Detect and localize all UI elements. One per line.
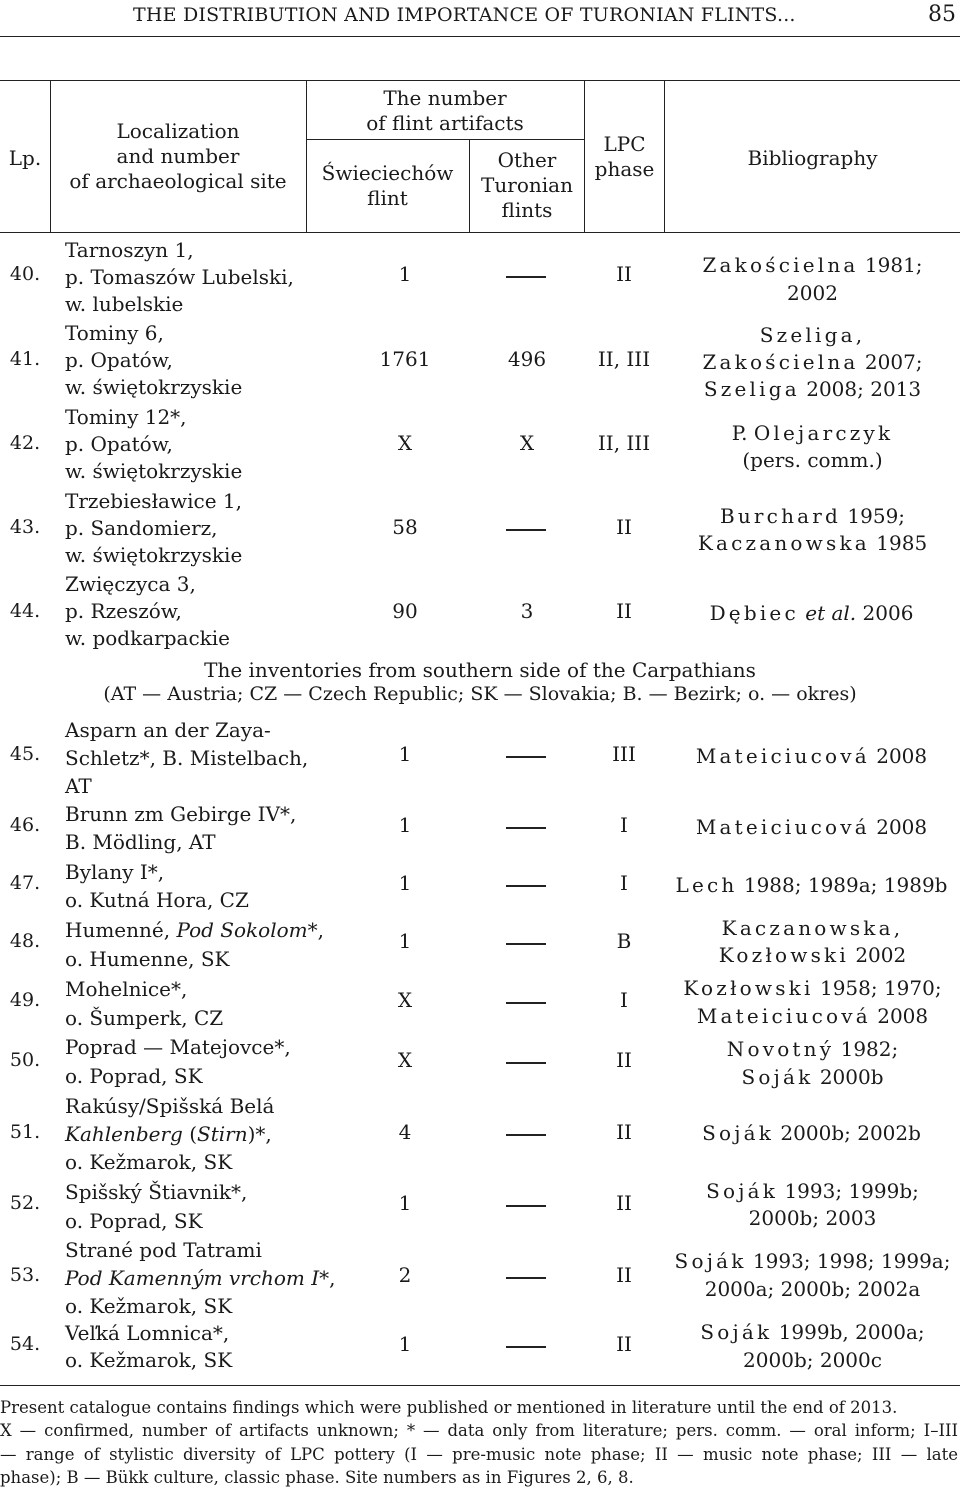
bib-text: 1959; xyxy=(841,504,906,528)
bib-line xyxy=(665,1275,960,1303)
row-number: 47. xyxy=(9,872,41,894)
no-artifacts-dash xyxy=(506,529,546,531)
bib-line xyxy=(665,915,960,942)
bibliography-entry xyxy=(665,1318,960,1374)
lpc-phase: III xyxy=(612,742,636,766)
row-number: 40. xyxy=(9,263,41,285)
row-number: 46. xyxy=(9,814,41,836)
site-line: w. podkarpackie xyxy=(65,626,230,650)
header-localization: Localization and number of archaeological site xyxy=(69,119,287,193)
site-localization xyxy=(65,1320,232,1374)
row-number: 52. xyxy=(9,1192,41,1214)
swieciechow-count: 4 xyxy=(398,1120,412,1144)
other-turonian-count: 3 xyxy=(520,599,534,623)
site-line: Veľká Lomnica*, xyxy=(65,1321,230,1345)
site-line: Brunn zm Gebirge IV*, xyxy=(65,802,297,826)
site-line: Pod Kamenným vrchom I*, xyxy=(65,1266,336,1290)
bib-text: 2002 xyxy=(787,281,838,305)
footnote-3: — range of stylistic diversity of LPC pottery (I — pre-music note phase; II — music note phase; III — late xyxy=(0,1445,958,1464)
bibliography-entry xyxy=(665,1247,960,1303)
author-name: Mateiciucová xyxy=(695,744,870,768)
author-name: Kaczanowska xyxy=(697,531,870,555)
bib-line xyxy=(665,1346,960,1374)
bib-line xyxy=(664,1120,959,1147)
bib-line xyxy=(664,600,959,627)
bib-text: P. xyxy=(731,421,754,445)
bib-line xyxy=(665,349,960,376)
bib-line xyxy=(665,942,960,969)
bib-text: 1982; xyxy=(834,1037,899,1061)
site-line: Schletz*, B. Mistelbach, xyxy=(65,746,309,770)
lpc-phase: II xyxy=(616,262,632,286)
bib-line xyxy=(665,322,960,349)
bib-text: 2000b; 2002b xyxy=(774,1121,921,1145)
site-line: p. Opatów, xyxy=(65,432,173,456)
bib-text: 1988; 1989a; 1989b xyxy=(737,873,948,897)
site-line: o. Poprad, SK xyxy=(65,1209,203,1233)
bib-line xyxy=(665,503,960,530)
site-line: o. Kežmarok, SK xyxy=(65,1150,233,1174)
author-name: Burchard xyxy=(719,504,842,528)
site-line: o. Kežmarok, SK xyxy=(65,1294,233,1318)
site-localization xyxy=(65,858,249,914)
site-line: p. Opatów, xyxy=(65,348,173,372)
swieciechow-count: 58 xyxy=(392,515,418,539)
site-line: B. Mödling, AT xyxy=(65,830,216,854)
site-localization xyxy=(65,1092,274,1176)
site-localization xyxy=(65,404,242,485)
italic-site-name: Pod Sokolom xyxy=(176,918,308,942)
swieciechow-count: 2 xyxy=(398,1263,412,1287)
site-line: Humenné, Pod Sokolom*, xyxy=(65,918,324,942)
site-localization xyxy=(65,488,242,569)
bib-text: 1981; xyxy=(858,253,923,277)
site-line: w. świętokrzyskie xyxy=(65,543,243,567)
bib-line xyxy=(665,420,960,447)
site-line: w. lubelskie xyxy=(65,292,184,316)
bibliography-entry xyxy=(665,420,960,474)
row-number: 41. xyxy=(9,348,41,370)
site-line: p. Tomaszów Lubelski, xyxy=(65,265,294,289)
swieciechow-count: 1 xyxy=(398,742,412,766)
swieciechow-count: X xyxy=(397,1048,413,1072)
site-line: w. świętokrzyskie xyxy=(65,459,243,483)
site-localization xyxy=(65,1236,335,1320)
author-name: Zakościelna xyxy=(702,253,859,277)
site-line: p. Sandomierz, xyxy=(65,516,218,540)
site-localization xyxy=(65,800,296,856)
row-number: 51. xyxy=(9,1121,41,1143)
footnote-1: Present catalogue contains findings which were published or mentioned in literature until the end of 2013. xyxy=(0,1398,898,1417)
page-number: 85 xyxy=(928,2,956,27)
site-line: Spišský Štiavnik*, xyxy=(65,1180,248,1204)
bib-text: 2008; 2013 xyxy=(799,377,922,401)
lpc-phase: II xyxy=(616,1120,632,1144)
no-artifacts-dash xyxy=(506,827,546,829)
bib-line xyxy=(665,279,960,307)
site-line: Poprad — Matejovce*, xyxy=(65,1035,291,1059)
author-name: Szeliga xyxy=(703,377,800,401)
swieciechow-count: 1 xyxy=(398,262,412,286)
bib-text: 2000a; 2000b; 2002a xyxy=(704,1277,921,1301)
header-other-turonian: Other Turonian flints xyxy=(481,148,573,222)
author-name: Soják xyxy=(702,1121,775,1145)
swieciechow-count: 90 xyxy=(392,599,418,623)
site-localization xyxy=(65,916,324,974)
bib-line xyxy=(665,974,960,1002)
bibliography-entry xyxy=(664,743,959,770)
bib-text: 1985 xyxy=(869,531,928,555)
italic-site-name: Stirn xyxy=(197,1122,248,1146)
row-number: 49. xyxy=(9,989,41,1011)
bib-text: 2007; xyxy=(858,350,923,374)
no-artifacts-dash xyxy=(506,1062,546,1064)
no-artifacts-dash xyxy=(506,1277,546,1279)
author-name: Mateiciucová xyxy=(695,815,870,839)
author-name: Mateiciucová xyxy=(696,1004,871,1028)
bibliography-entry xyxy=(665,1035,960,1091)
bib-text: 2000b; 2003 xyxy=(748,1206,877,1230)
author-name: Kaczanowska, xyxy=(721,916,904,940)
lpc-phase: I xyxy=(620,813,628,837)
no-artifacts-dash xyxy=(506,276,546,278)
site-line: p. Rzeszów, xyxy=(65,599,182,623)
bib-line xyxy=(665,530,960,557)
bibliography-entry xyxy=(665,322,960,403)
no-artifacts-dash xyxy=(506,756,546,758)
bib-line xyxy=(665,1002,960,1030)
row-number: 48. xyxy=(9,930,41,952)
bibliography-entry xyxy=(665,251,960,307)
bib-line xyxy=(665,1247,960,1275)
bib-line xyxy=(665,251,960,279)
bib-text: 1999b, 2000a; xyxy=(772,1320,925,1344)
row-number: 54. xyxy=(9,1333,41,1355)
other-turonian-count: X xyxy=(519,431,535,455)
site-line: Kahlenberg (Stirn)*, xyxy=(65,1122,272,1146)
site-localization xyxy=(65,716,308,800)
bib-text: 2008 xyxy=(870,1004,929,1028)
author-name: Kozłowski xyxy=(683,976,814,1000)
footnote-4: phase); B — Bükk culture, classic phase. Site numbers as in Figures 2, 6, 8. xyxy=(0,1468,634,1487)
row-number: 50. xyxy=(9,1049,41,1071)
site-line: o. Šumperk, CZ xyxy=(65,1006,224,1030)
section-title: The inventories from southern side of the Carpathians (AT — Austria; CZ — Czech Republic; SK — Slovakia; B. — Bezirk; o. — okres) xyxy=(103,658,857,705)
number-group-rule xyxy=(306,139,584,140)
swieciechow-count: 1 xyxy=(398,1191,412,1215)
italic-text: et al. xyxy=(805,601,857,625)
lpc-phase: II xyxy=(616,1048,632,1072)
site-line: Tominy 6, xyxy=(65,321,164,345)
footnote-2: X — confirmed, number of artifacts unknown; * — data only from literature; pers. comm. — oral inform; I–III xyxy=(0,1421,958,1440)
bib-line xyxy=(664,814,959,841)
site-localization xyxy=(65,320,242,401)
lpc-phase: II xyxy=(616,599,632,623)
bib-text: 1958; 1970; xyxy=(813,976,942,1000)
header-lp: Lp. xyxy=(8,146,42,170)
italic-site-name: Pod Kamenným vrchom I xyxy=(65,1266,320,1290)
bib-text: 1993; 1998; 1999a; xyxy=(746,1249,951,1273)
header-bibliography: Bibliography xyxy=(747,146,878,170)
bib-line xyxy=(665,1035,960,1063)
site-line: Bylany I*, xyxy=(65,860,165,884)
author-name: Soják xyxy=(741,1065,814,1089)
bib-line xyxy=(665,447,960,474)
page-header xyxy=(0,0,960,37)
bibliography-entry xyxy=(665,1178,960,1232)
site-line: Tominy 12*, xyxy=(65,405,187,429)
bib-text: 2000b xyxy=(813,1065,884,1089)
no-artifacts-dash xyxy=(506,1205,546,1207)
author-name: Szeliga, xyxy=(759,323,866,347)
site-line: Mohelnice*, xyxy=(65,977,188,1001)
bib-line xyxy=(665,1178,960,1205)
no-artifacts-dash xyxy=(506,1002,546,1004)
bib-text: 2002 xyxy=(848,943,907,967)
lpc-phase: II xyxy=(616,1332,632,1356)
no-artifacts-dash xyxy=(506,1134,546,1136)
header-lpc-phase: LPC phase xyxy=(594,132,655,181)
site-line: Tarnoszyn 1, xyxy=(65,238,194,262)
lpc-phase: II, III xyxy=(597,431,651,455)
row-number: 42. xyxy=(9,432,41,454)
italic-site-name: Kahlenberg xyxy=(65,1122,183,1146)
header-bottom-rule xyxy=(0,232,960,233)
swieciechow-count: 1 xyxy=(398,929,412,953)
bibliography-entry xyxy=(664,872,959,899)
table-top-rule xyxy=(0,80,960,81)
bib-text: 2000b; 2000c xyxy=(743,1348,882,1372)
bib-text: (pers. comm.) xyxy=(742,448,883,472)
lpc-phase: II xyxy=(616,515,632,539)
row-number: 43. xyxy=(9,516,41,538)
row-number: 45. xyxy=(9,743,41,765)
row-number: 53. xyxy=(9,1264,41,1286)
bibliography-entry xyxy=(664,814,959,841)
swieciechow-count: X xyxy=(397,988,413,1012)
bib-line xyxy=(664,743,959,770)
bib-line xyxy=(664,872,959,899)
site-localization xyxy=(65,975,223,1033)
author-name: Dębiec xyxy=(709,601,799,625)
lpc-phase: II xyxy=(616,1191,632,1215)
author-name: Novotný xyxy=(726,1037,835,1061)
lpc-phase: I xyxy=(620,871,628,895)
swieciechow-count: X xyxy=(397,431,413,455)
swieciechow-count: 1761 xyxy=(379,347,431,371)
bib-text: 2006 xyxy=(856,601,914,625)
site-line: Asparn an der Zaya- xyxy=(65,718,271,742)
author-name: Soják xyxy=(706,1179,779,1203)
other-turonian-count: 496 xyxy=(507,347,547,371)
bib-line xyxy=(665,376,960,403)
no-artifacts-dash xyxy=(506,885,546,887)
swieciechow-count: 1 xyxy=(398,813,412,837)
site-line: AT xyxy=(65,774,92,798)
bib-line xyxy=(665,1063,960,1091)
site-line: o. Kutná Hora, CZ xyxy=(65,888,249,912)
site-localization xyxy=(65,571,230,652)
bibliography-entry xyxy=(664,1120,959,1147)
author-name: Zakościelna xyxy=(702,350,859,374)
table-bottom-rule xyxy=(0,1385,960,1386)
no-artifacts-dash xyxy=(506,943,546,945)
site-localization xyxy=(65,1178,247,1236)
bib-text: 1993; 1999b; xyxy=(778,1179,919,1203)
site-line: o. Poprad, SK xyxy=(65,1064,203,1088)
site-line: Strané pod Tatrami xyxy=(65,1238,262,1262)
lpc-phase: II xyxy=(616,1263,632,1287)
bibliography-entry xyxy=(664,600,959,627)
site-localization xyxy=(65,1033,291,1091)
lpc-phase: II, III xyxy=(597,347,651,371)
site-localization xyxy=(65,237,294,318)
bib-text: 2008 xyxy=(869,744,928,768)
lpc-phase: I xyxy=(620,988,628,1012)
site-line: Zwięczyca 3, xyxy=(65,572,196,596)
bibliography-entry xyxy=(665,915,960,969)
bibliography-entry xyxy=(665,974,960,1030)
bibliography-entry xyxy=(665,503,960,557)
site-line: o. Humenne, SK xyxy=(65,947,230,971)
bib-line xyxy=(665,1205,960,1232)
author-name: Kozłowski xyxy=(718,943,849,967)
site-line: Rakúsy/Spišská Belá xyxy=(65,1094,275,1118)
site-line: w. świętokrzyskie xyxy=(65,375,243,399)
swieciechow-count: 1 xyxy=(398,871,412,895)
header-number-group: The number of flint artifacts xyxy=(366,86,524,135)
author-name: Lech xyxy=(675,873,738,897)
row-number: 44. xyxy=(9,600,41,622)
bib-text: 2008 xyxy=(869,815,928,839)
header-swieciechow: Świeciechów flint xyxy=(321,161,454,210)
author-name: Soják xyxy=(674,1249,747,1273)
author-name: Olejarczyk xyxy=(753,421,894,445)
lpc-phase: B xyxy=(616,929,632,953)
site-line: Trzebiesławice 1, xyxy=(65,489,242,513)
no-artifacts-dash xyxy=(506,1346,546,1348)
bib-line xyxy=(665,1318,960,1346)
author-name: Soják xyxy=(700,1320,773,1344)
running-title: THE DISTRIBUTION AND IMPORTANCE OF TURONIAN FLINTS... xyxy=(133,4,796,26)
swieciechow-count: 1 xyxy=(398,1332,412,1356)
site-line: o. Kežmarok, SK xyxy=(65,1348,233,1372)
